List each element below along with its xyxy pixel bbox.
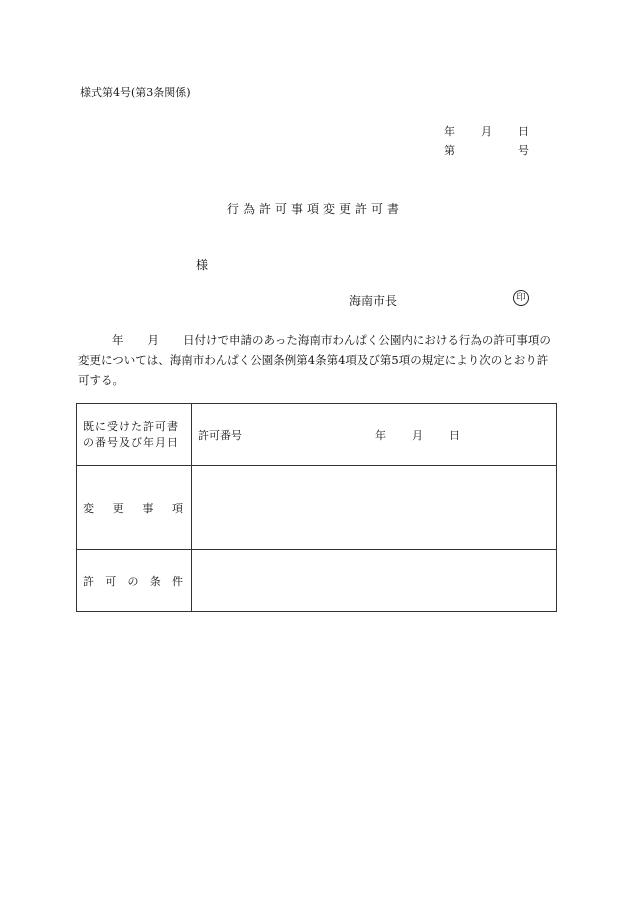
label-char: 件 [172,574,183,588]
label-char: の [127,574,139,588]
number-prefix: 第 [444,144,455,157]
permit-year: 年 [375,429,386,442]
issuer-name: 海南市長 [349,294,398,308]
seal-mark: 印 [513,290,529,306]
permit-day: 日 [449,429,460,442]
body-year: 年 [112,333,124,347]
form-number-label: 様式第4号(第3条関係) [80,86,191,99]
body-text: 日付けで申請のあった海南市わんぱく公園内における行為の許可事項の変更については、海南市わんぱく公園条例第4条第4項及び第5項の規定により次のとおり許可する。 [78,333,551,387]
prior-permit-label-line2: の番号及び年月日 [83,435,179,449]
table-row-prior-permit [77,404,557,466]
change-items-value[interactable] [192,466,557,550]
issue-date [444,123,529,139]
permit-number-label: 許可番号 [198,429,242,442]
label-char: 許 [83,574,94,588]
label-char: 項 [171,501,183,515]
addressee-honorific: 様 [196,258,209,272]
label-char: 条 [149,574,161,588]
label-char: 可 [105,574,117,588]
document-number [444,142,529,158]
conditions-value[interactable] [192,550,557,612]
prior-permit-value[interactable] [192,404,557,466]
document-title: 行為許可事項変更許可書 [226,202,403,216]
prior-permit-label [77,404,192,466]
permit-month: 月 [412,429,423,442]
label-char: 更 [112,501,124,515]
body-month: 月 [147,333,159,347]
prior-permit-label-line1: 既に受けた許可書 [83,419,179,433]
conditions-label [77,550,192,612]
date-day: 日 [518,125,529,138]
number-suffix: 号 [518,144,529,157]
body-paragraph [78,330,558,390]
table-row-conditions [77,550,557,612]
permit-date [375,427,460,443]
label-char: 事 [142,501,154,515]
date-year: 年 [444,125,455,138]
table-row-change-items [77,466,557,550]
permit-change-table [76,403,557,612]
label-char: 変 [83,501,94,515]
change-items-label [77,466,192,550]
date-month: 月 [481,125,492,138]
